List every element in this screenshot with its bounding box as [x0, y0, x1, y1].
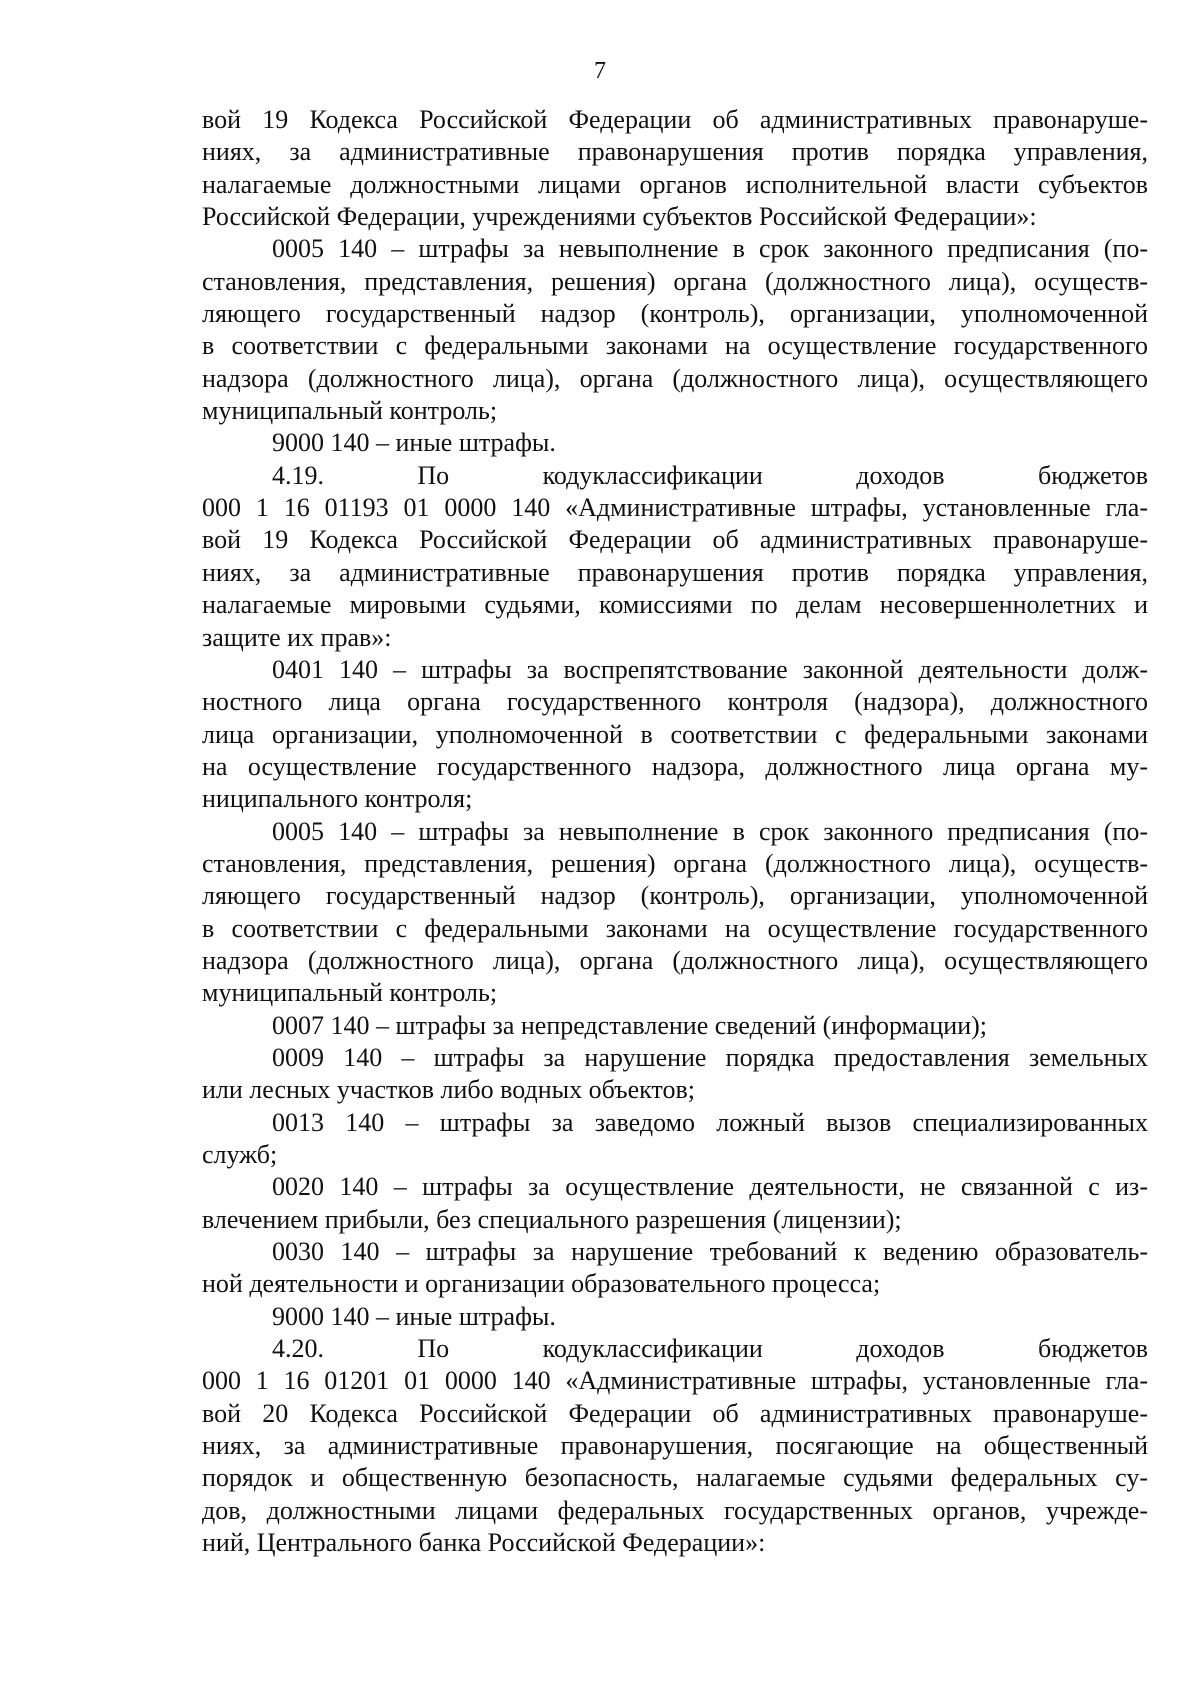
text-line: вой 20 Кодекса Российской Федерации об административных правонаруше-	[202, 1398, 1148, 1428]
text-line: 0401 140 – штрафы за воспрепятствование законной деятельности долж-	[272, 654, 1148, 684]
text-line: дов, должностными лицами федеральных государственных органов, учрежде-	[202, 1495, 1148, 1525]
text-line: или лесных участков либо водных объектов;	[202, 1075, 695, 1105]
text-line: в соответствии с федеральными законами на осуществление государственного	[202, 331, 1148, 361]
text-line: ной деятельности и организации образовательного процесса;	[202, 1269, 881, 1299]
text-line: 000 1 16 01193 01 0000 140 «Административные штрафы, установленные гла-	[202, 493, 1148, 523]
text-line: становления, представления, решения) органа (должностного лица), осуществ-	[202, 266, 1148, 296]
page-number: 7	[594, 58, 606, 84]
text-line: 000 1 16 01201 01 0000 140 «Административные штрафы, установленные гла-	[202, 1366, 1148, 1396]
text-line: ляющего государственный надзор (контроль), организации, уполномоченной	[202, 299, 1148, 329]
text-line: 4.20. По кодуклассификации доходов бюджетов	[272, 1334, 1148, 1364]
text-line: становления, представления, решения) органа (должностного лица), осуществ-	[202, 848, 1148, 878]
text-line: ниях, за административные правонарушения против порядка управления,	[202, 557, 1148, 587]
text-line: 4.19. По кодуклассификации доходов бюджетов	[272, 460, 1148, 490]
text-line: надзора (должностного лица), органа (должностного лица), осуществляющего	[202, 945, 1148, 975]
text-line: 9000 140 – иные штрафы.	[272, 1301, 556, 1331]
text-line: 0009 140 – штрафы за нарушение порядка предоставления земельных	[272, 1042, 1148, 1072]
text-line: ностного лица органа государственного контроля (надзора), должностного	[202, 687, 1148, 717]
text-line: 0030 140 – штрафы за нарушение требований к ведению образователь-	[272, 1237, 1148, 1267]
text-line: лица организации, уполномоченной в соответствии с федеральными законами	[202, 719, 1148, 749]
text-line: налагаемые должностными лицами органов исполнительной власти субъектов	[202, 169, 1148, 199]
text-line: ниях, за административные правонарушения против порядка управления,	[202, 137, 1148, 167]
text-line: ниципального контроля;	[202, 784, 473, 814]
text-line: 0020 140 – штрафы за осуществление деятельности, не связанной с из-	[272, 1172, 1148, 1202]
text-line: 0005 140 – штрафы за невыполнение в срок законного предписания (по-	[272, 816, 1148, 846]
text-line: вой 19 Кодекса Российской Федерации об административных правонаруше-	[202, 525, 1148, 555]
text-line: налагаемые мировыми судьями, комиссиями по делам несовершеннолетних и	[202, 590, 1148, 620]
text-line: порядок и общественную безопасность, налагаемые судьями федеральных су-	[202, 1463, 1148, 1493]
document-body	[202, 104, 1148, 1559]
text-line: 0013 140 – штрафы за заведомо ложный вызов специализированных	[272, 1107, 1148, 1137]
text-line: ниях, за административные правонарушения, посягающие на общественный	[202, 1431, 1148, 1461]
text-line: в соответствии с федеральными законами на осуществление государственного	[202, 913, 1148, 943]
text-line: Российской Федерации, учреждениями субъектов Российской Федерации»:	[202, 202, 1037, 232]
text-line: служб;	[202, 1140, 278, 1169]
text-line: муниципальный контроль;	[202, 978, 498, 1008]
text-line: ний, Центрального банка Российской Федерации»:	[202, 1528, 766, 1558]
text-line: надзора (должностного лица), органа (должностного лица), осуществляющего	[202, 363, 1148, 393]
text-line: вой 19 Кодекса Российской Федерации об административных правонаруше-	[202, 105, 1148, 134]
text-line: 9000 140 – иные штрафы.	[272, 428, 556, 458]
text-line: 0005 140 – штрафы за невыполнение в срок законного предписания (по-	[272, 234, 1148, 264]
text-line: муниципальный контроль;	[202, 396, 498, 426]
text-line: влечением прибыли, без специального разрешения (лицензии);	[202, 1204, 902, 1234]
text-line: на осуществление государственного надзора, должностного лица органа му-	[202, 751, 1148, 781]
text-line: 0007 140 – штрафы за непредставление сведений (информации);	[272, 1010, 987, 1040]
text-line: защите их прав»:	[202, 622, 392, 652]
text-line: ляющего государственный надзор (контроль), организации, уполномоченной	[202, 881, 1148, 911]
